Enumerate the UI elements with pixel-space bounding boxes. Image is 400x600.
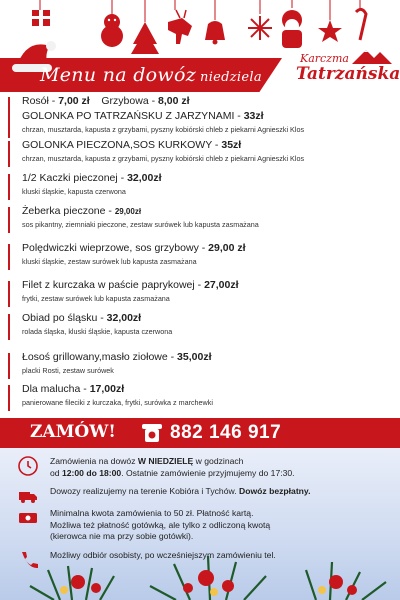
info-text-part: (kierowca nie ma przy sobie gotówki). xyxy=(50,531,194,541)
menu-title-day: niedziela xyxy=(200,70,262,85)
item-bar xyxy=(8,353,10,379)
phone-number[interactable]: 882 146 917 xyxy=(170,422,282,443)
item-price: 7,00 zł xyxy=(58,95,90,107)
item-desc: rolada śląska, kluski śląskie, kapusta czerwona xyxy=(22,327,173,336)
item-bar xyxy=(8,97,10,113)
item-label: Dla malucha - xyxy=(22,383,90,395)
item-desc: chrzan, musztarda, kapusta z grzybami, pyszny kobiórski chleb z piekarni Agnieszki Klos xyxy=(22,154,305,163)
info-text-part: Zamówienia na dowóz xyxy=(50,456,138,466)
item-price: 32,00zł xyxy=(106,312,142,324)
menu-title-main: Menu na dowóz xyxy=(40,64,197,86)
info-text-part: w godzinach xyxy=(193,456,244,466)
item-price: 32,00zł xyxy=(127,172,162,184)
item-label: Żeberka pieczone - xyxy=(22,205,115,217)
order-bar xyxy=(0,418,400,448)
item-label: 1/2 Kaczki pieczonej - xyxy=(22,172,128,184)
item-price: 29,00 zł xyxy=(208,242,246,254)
item-name xyxy=(22,242,246,254)
item-desc: panierowane fileciki z kurczaka, frytki, surówka z marchewki xyxy=(22,398,213,407)
item-price: 17,00zł xyxy=(89,383,125,395)
info-text-part: Dowozy realizujemy na terenie Kobióra i Tychów. xyxy=(50,486,239,496)
truck-icon xyxy=(18,486,38,506)
info-text-bold: W NIEDZIELĘ xyxy=(137,456,194,466)
item-price: 27,00zł xyxy=(204,279,239,291)
item-price: 35zł xyxy=(221,139,242,151)
logo-text-big: Tatrzańska xyxy=(296,64,400,84)
item-label: GOLONKA PO TATRZAŃSKU Z JARZYNAMI - xyxy=(22,110,244,122)
item-label: Obiad po śląsku - xyxy=(22,312,107,324)
calendar-icon xyxy=(18,456,38,476)
item-name xyxy=(22,279,239,291)
item-label: Polędwiczki wieprzowe, sos grzybowy - xyxy=(22,242,209,254)
telephone-icon xyxy=(140,421,164,445)
item-bar xyxy=(8,385,10,411)
info-text-part: . Ostatnie zamówienie przyjmujemy do 17:30. xyxy=(121,467,295,478)
item-desc: frytki, zestaw surówek lub kapusta zasmażana xyxy=(22,294,170,303)
item-desc: chrzan, musztarda, kapusta z grzybami, pyszny kobiórski chleb z piekarni Agnieszki Klos xyxy=(22,125,305,134)
info-text-part: Możliwy odbiór osobisty, po wcześniejszym zamówieniu tel. xyxy=(50,550,276,560)
logo-text-small: Karczma xyxy=(300,52,349,65)
item-name xyxy=(22,383,124,395)
info-text-bold: Dowóz bezpłatny. xyxy=(239,486,311,496)
info-text xyxy=(50,486,310,498)
pine-garland-icon xyxy=(0,530,400,600)
item-label: GOLONKA PIECZONA,SOS KURKOWY - xyxy=(22,139,222,151)
item-name xyxy=(22,312,141,324)
info-text-part: od xyxy=(50,467,62,478)
item-label: Łosoś grillowany,masło ziołowe - xyxy=(22,351,178,363)
item-desc: sos pikantny, ziemniaki pieczone, zestaw surówek lub kapusta zasmażana xyxy=(22,220,259,229)
order-label: ZAMÓW! xyxy=(30,422,116,442)
item-desc: placki Rosti, zestaw surówek xyxy=(22,366,114,375)
item-label: Grzybowa - xyxy=(89,95,158,107)
item-bar xyxy=(8,112,10,138)
item-label: Filet z kurczaka w paście paprykowej - xyxy=(22,279,205,291)
item-name xyxy=(22,172,162,184)
item-price: 29,00zł xyxy=(114,207,142,216)
item-bar xyxy=(8,281,10,307)
item-name xyxy=(22,205,141,217)
item-bar xyxy=(8,244,10,270)
item-bar xyxy=(8,141,10,167)
info-text-bold: 12:00 do 18:00 xyxy=(61,467,122,478)
header-band xyxy=(0,52,400,92)
menu-title xyxy=(40,64,262,86)
info-text-part: Minimalna kwota zamówienia to 50 zł. Płatność kartą. xyxy=(50,508,254,518)
item-price: 33zł xyxy=(243,110,264,122)
money-icon xyxy=(18,508,38,528)
item-desc: kluski śląskie, zestaw surówek lub kapusta zasmażana xyxy=(22,257,197,266)
item-label: Rosół - xyxy=(22,95,59,107)
item-bar xyxy=(8,207,10,233)
info-text xyxy=(50,456,295,479)
info-text-part: Możliwa też płatność gotówką, ale tylko z odliczoną kwotą xyxy=(50,519,271,530)
item-desc: kluski śląskie, kapusta czerwona xyxy=(22,187,126,196)
item-name xyxy=(22,95,190,107)
restaurant-logo xyxy=(282,52,400,98)
item-name xyxy=(22,110,264,122)
item-price: 35,00zł xyxy=(177,351,212,363)
item-name xyxy=(22,351,212,363)
item-bar xyxy=(8,174,10,200)
mountain-icon xyxy=(352,48,392,64)
item-name xyxy=(22,139,241,151)
item-bar xyxy=(8,314,10,340)
item-price: 8,00 zł xyxy=(157,95,190,107)
